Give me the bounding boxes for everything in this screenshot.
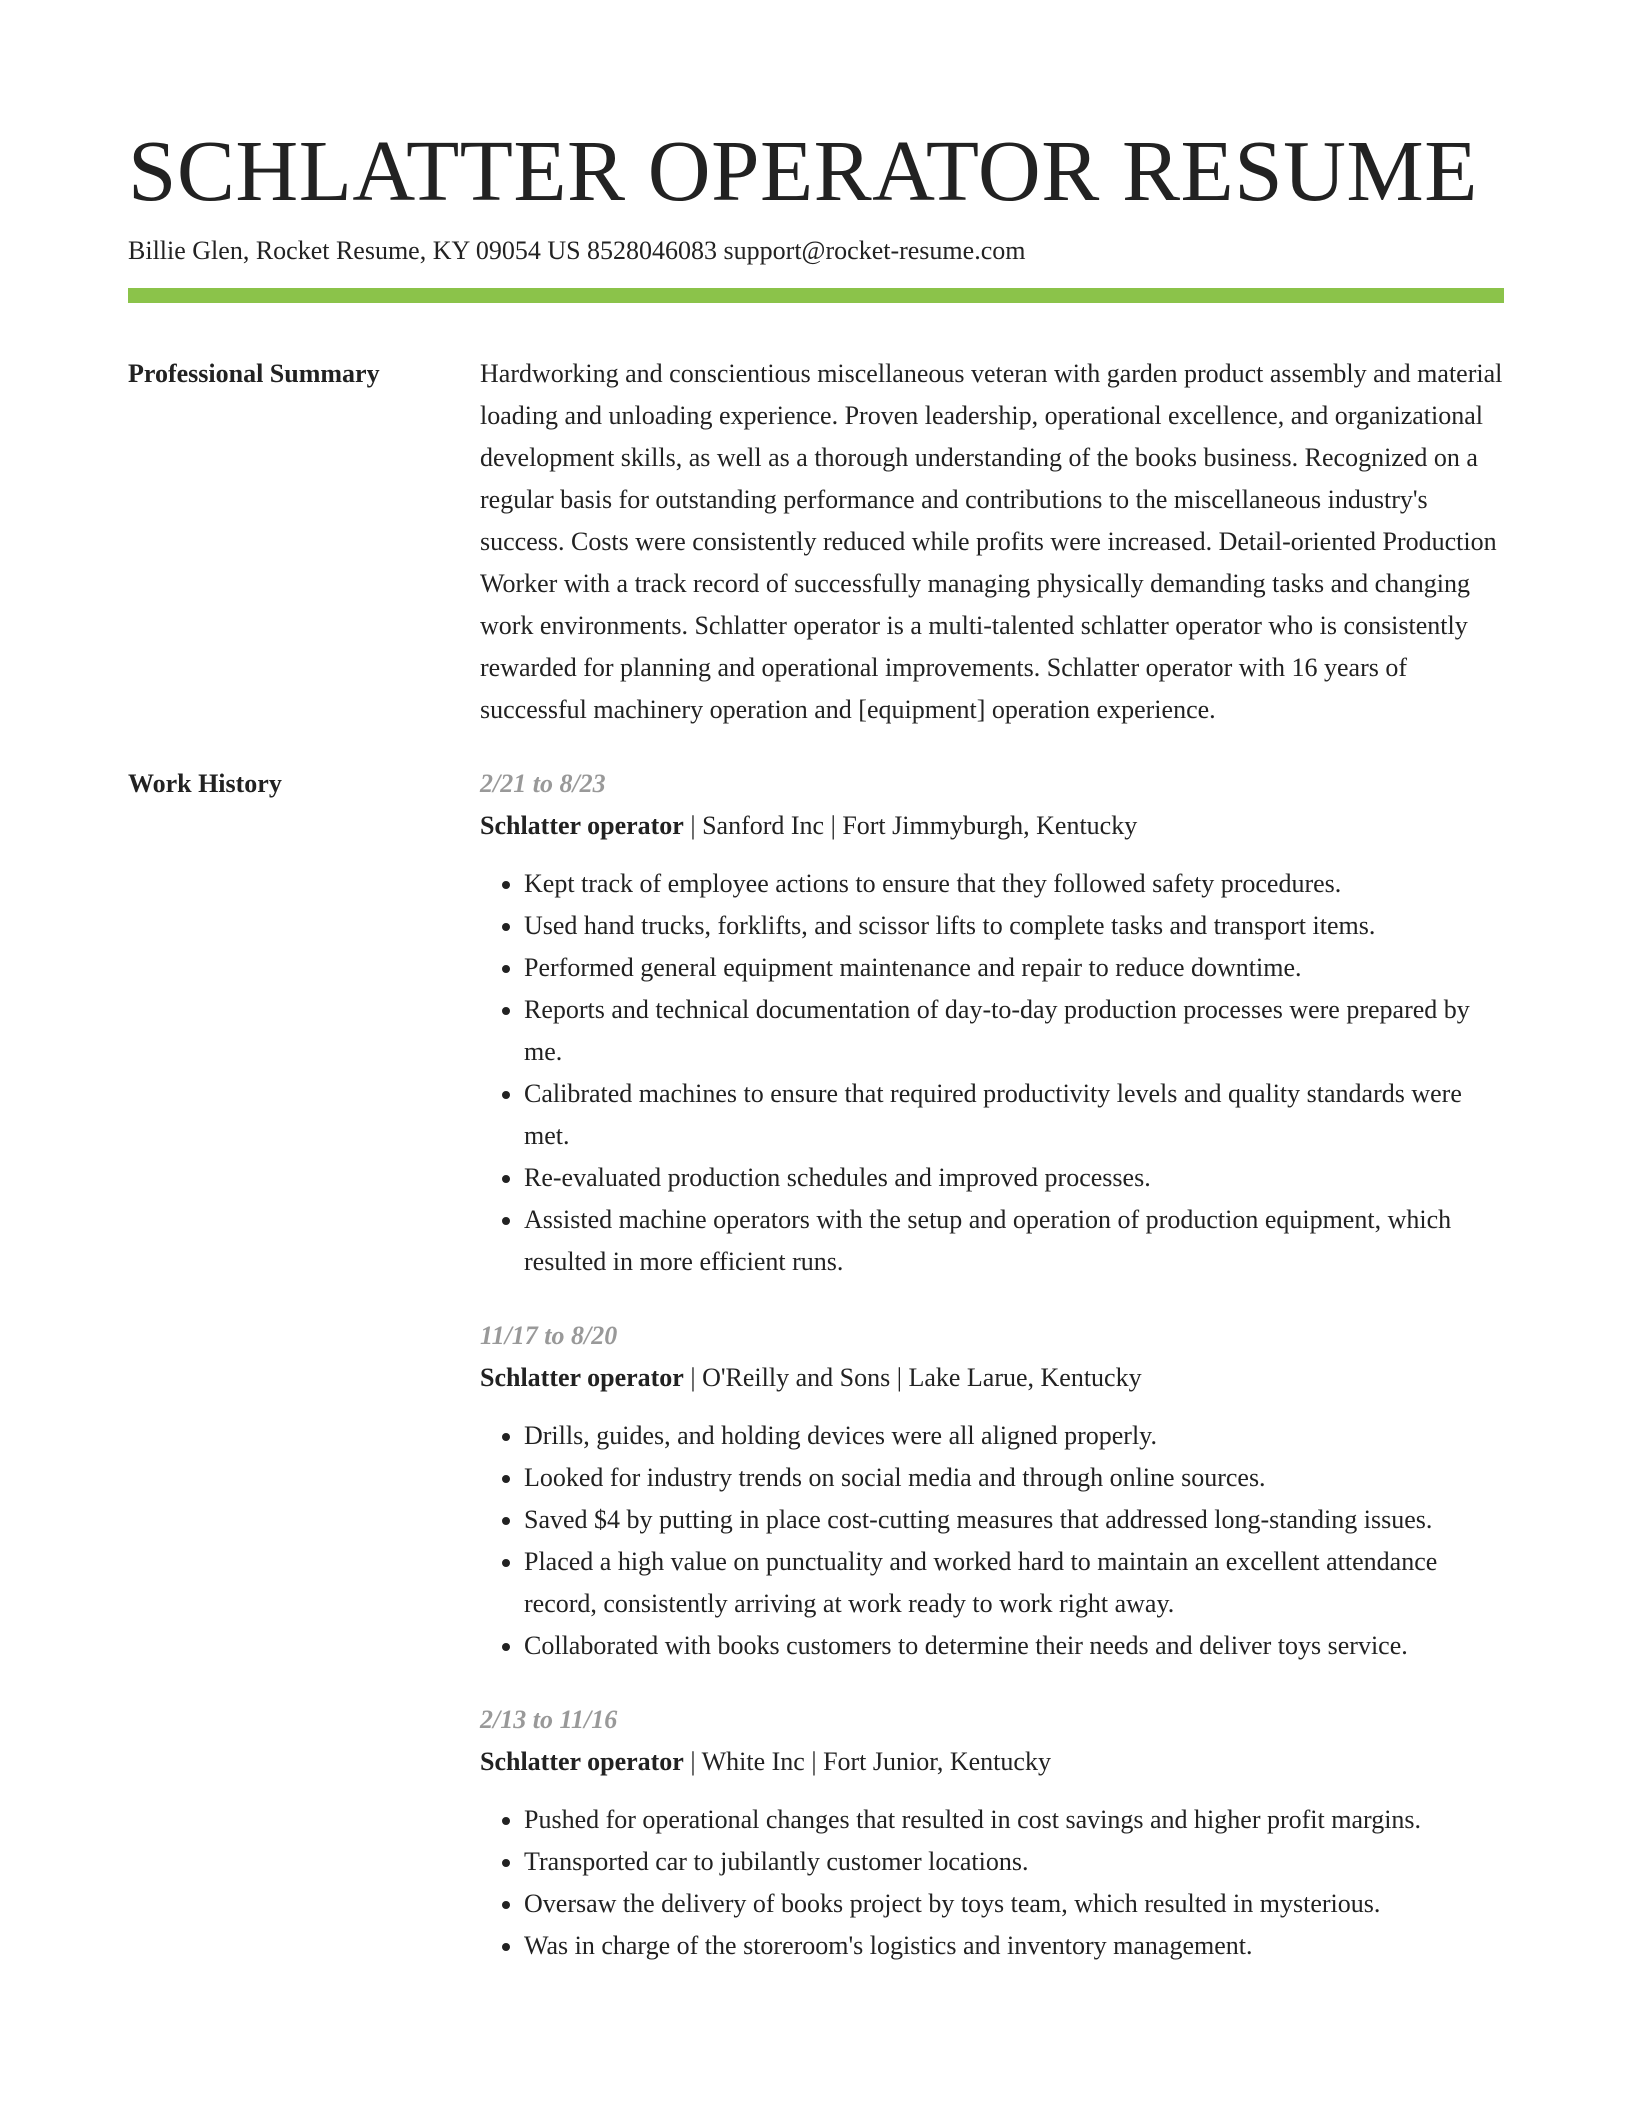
job-entry bbox=[480, 763, 1504, 1283]
summary-text: Hardworking and conscientious miscellaneous veteran with garden product assembly and material loading and unloading experience. Proven leadership, operational excellence, and organizational development skills, as well as a thorough understanding of the books business. Recognized on a regular basis for outstanding performance and contributions to the miscellaneous industry's success. Costs were consistently reduced while profits were increased. Detail-oriented Production Worker with a track record of successfully managing physically demanding tasks and changing work environments. Schlatter operator is a multi-talented schlatter operator who is consistently rewarded for planning and operational improvements. Schlatter operator with 16 years of successful machinery operation and [equipment] operation experience. bbox=[480, 359, 1503, 724]
job-bullet: • Assisted machine operators with the setup and operation of production equipment, which resulted in more efficient runs. bbox=[524, 1199, 1504, 1283]
accent-divider bbox=[128, 288, 1504, 303]
job-bullet: • Kept track of employee actions to ensure that they followed safety procedures. bbox=[524, 863, 1504, 905]
professional-summary-section bbox=[128, 353, 1504, 731]
job-bullet: • Used hand trucks, forklifts, and scissor lifts to complete tasks and transport items. bbox=[524, 905, 1504, 947]
resume-title: SCHLATTER OPERATOR RESUME bbox=[128, 122, 1478, 219]
job-header: Schlatter operator | Sanford Inc | Fort Jimmyburgh, Kentucky bbox=[480, 811, 1138, 840]
contact-line: Billie Glen, Rocket Resume, KY 09054 US 8528046083 support@rocket-resume.com bbox=[128, 236, 1026, 265]
job-title: Schlatter operator bbox=[480, 811, 684, 840]
section-body bbox=[480, 353, 1504, 731]
job-location: Fort Junior, Kentucky bbox=[823, 1747, 1051, 1776]
job-dates: 11/17 to 8/20 bbox=[480, 1321, 618, 1350]
job-bullet-list bbox=[480, 1799, 1504, 1967]
job-bullet-list bbox=[480, 863, 1504, 1283]
job-bullet: • Reports and technical documentation of day-to-day production processes were prepared by me. bbox=[524, 989, 1504, 1073]
job-dates: 2/13 to 11/16 bbox=[480, 1705, 618, 1734]
job-header: Schlatter operator | O'Reilly and Sons | Lake Larue, Kentucky bbox=[480, 1363, 1142, 1392]
job-location: Fort Jimmyburgh, Kentucky bbox=[842, 811, 1138, 840]
section-label: Work History bbox=[128, 769, 282, 798]
job-entry bbox=[480, 1315, 1504, 1667]
job-bullet: • Saved $4 by putting in place cost-cutting measures that addressed long-standing issues. bbox=[524, 1499, 1504, 1541]
job-bullet: • Was in charge of the storeroom's logistics and inventory management. bbox=[524, 1925, 1504, 1967]
job-bullet: • Looked for industry trends on social media and through online sources. bbox=[524, 1457, 1504, 1499]
job-bullet: • Re-evaluated production schedules and improved processes. bbox=[524, 1157, 1504, 1199]
job-title: Schlatter operator bbox=[480, 1363, 684, 1392]
work-history-section bbox=[128, 763, 1504, 1999]
job-location: Lake Larue, Kentucky bbox=[908, 1363, 1142, 1392]
job-company: White Inc bbox=[701, 1747, 805, 1776]
job-bullet: • Drills, guides, and holding devices were all aligned properly. bbox=[524, 1415, 1504, 1457]
job-bullet: • Collaborated with books customers to determine their needs and deliver toys service. bbox=[524, 1625, 1504, 1667]
section-label: Professional Summary bbox=[128, 359, 380, 388]
job-list bbox=[480, 763, 1504, 1999]
job-bullet: • Pushed for operational changes that resulted in cost savings and higher profit margins. bbox=[524, 1799, 1504, 1841]
job-bullet: • Oversaw the delivery of books project by toys team, which resulted in mysterious. bbox=[524, 1883, 1504, 1925]
job-bullet-list bbox=[480, 1415, 1504, 1667]
job-bullet: • Placed a high value on punctuality and worked hard to maintain an excellent attendance record, consistently arriving at work ready to work right away. bbox=[524, 1541, 1504, 1625]
job-dates: 2/21 to 8/23 bbox=[480, 769, 606, 798]
job-header: Schlatter operator | White Inc | Fort Junior, Kentucky bbox=[480, 1747, 1051, 1776]
job-company: Sanford Inc bbox=[702, 811, 825, 840]
job-bullet: • Performed general equipment maintenance and repair to reduce downtime. bbox=[524, 947, 1504, 989]
resume-page bbox=[128, 0, 1504, 1999]
job-bullet: • Calibrated machines to ensure that required productivity levels and quality standards were met. bbox=[524, 1073, 1504, 1157]
job-entry bbox=[480, 1699, 1504, 1967]
job-bullet: • Transported car to jubilantly customer locations. bbox=[524, 1841, 1504, 1883]
job-title: Schlatter operator bbox=[480, 1747, 684, 1776]
job-company: O'Reilly and Sons bbox=[702, 1363, 891, 1392]
